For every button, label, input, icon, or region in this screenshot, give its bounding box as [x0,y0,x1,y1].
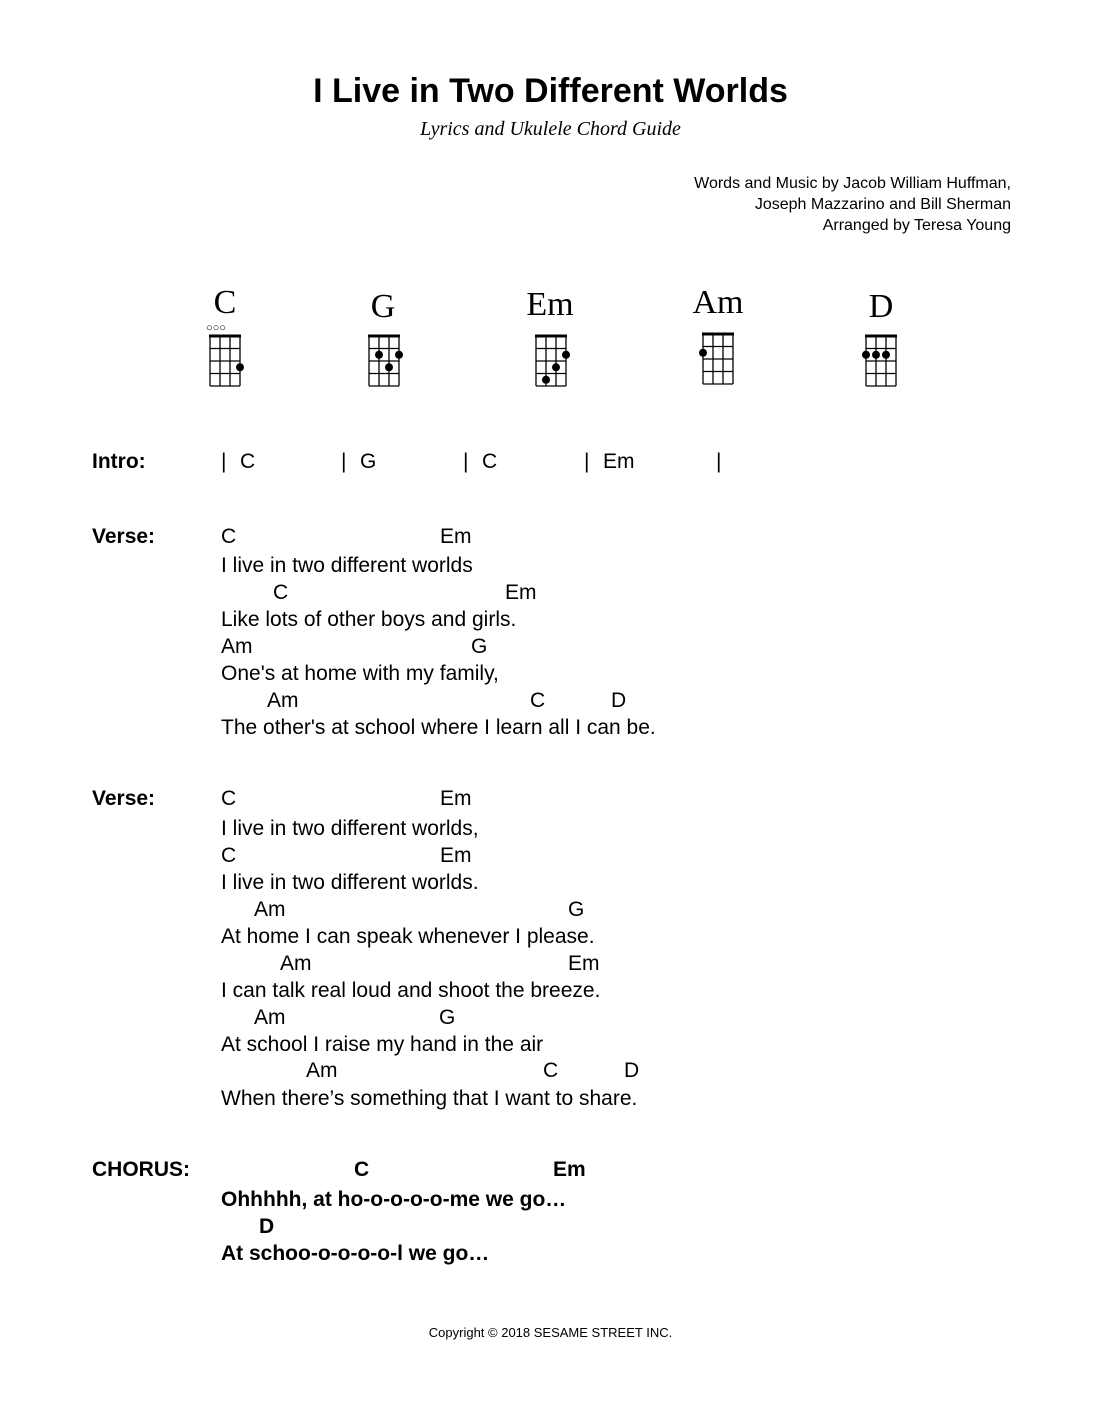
section-label-verse: Verse: [92,787,156,810]
bar-line: | [463,450,469,473]
chord-name-em: Em [526,286,574,323]
chord: D [259,1215,275,1238]
nut [535,335,567,338]
chord: Em [568,952,600,975]
credit-line-2: Joseph Mazzarino and Bill Sherman [754,196,1011,213]
finger-dot [562,351,570,359]
chord: Am [254,1006,286,1029]
chord-diagram-c [204,334,254,394]
intro-chord: Em [603,450,635,473]
finger-dot [236,363,244,371]
lyric-line: I can talk real loud and shoot the breeze. [221,979,601,1002]
lyric-line: I live in two different worlds [221,554,473,577]
chord: Em [553,1158,586,1181]
lyric-line: When there’s something that I want to share. [221,1087,638,1110]
nut [865,335,897,338]
nut [702,333,734,336]
chord-diagram-g [363,334,413,394]
chord: D [624,1059,640,1082]
chord: Am [280,952,312,975]
bar-line: | [341,450,347,473]
nut [209,335,241,338]
lyric-line: At schoo-o-o-o-o-l we go… [221,1242,490,1265]
chord: Em [440,787,472,810]
credit-line-3: Arranged by Teresa Young [822,217,1011,234]
chord: D [611,689,627,712]
open-strings-c: ○○○ [206,322,226,334]
intro-chord: C [482,450,498,473]
lyric-line: Like lots of other boys and girls. [221,608,517,631]
lyric-line: I live in two different worlds. [221,871,479,894]
lyric-line: One's at home with my family, [221,662,499,685]
chord-name-c: C [213,284,237,321]
lyric-line: I live in two different worlds, [221,817,479,840]
chord: Am [221,635,253,658]
chord: C [530,689,546,712]
chord-name-d: D [868,288,894,325]
chord: Em [440,525,472,548]
song-title: I Live in Two Different Worlds [313,72,788,110]
finger-dot [552,363,560,371]
section-label-intro: Intro: [92,450,146,473]
bar-line: | [221,450,227,473]
chord: C [221,844,237,867]
lyric-line: At home I can speak whenever I please. [221,925,595,948]
copyright-notice: Copyright © 2018 SESAME STREET INC. [428,1325,673,1340]
bar-line: | [584,450,590,473]
chord: Am [306,1059,338,1082]
finger-dot [872,351,880,359]
chord: C [354,1158,370,1181]
finger-dot [375,351,383,359]
lyric-line: Ohhhhh, at ho-o-o-o-o-me we go… [221,1188,567,1211]
finger-dot [882,351,890,359]
chord: Em [440,844,472,867]
chord: C [273,581,289,604]
nut [368,335,400,338]
finger-dot [395,351,403,359]
chord: C [221,787,237,810]
chord: Em [505,581,537,604]
section-label-chorus: CHORUS: [92,1158,190,1181]
song-subtitle: Lyrics and Ukulele Chord Guide [420,118,681,140]
section-label-verse: Verse: [92,525,156,548]
chord: G [471,635,488,658]
lyric-line: The other's at school where I learn all I can be. [221,716,656,739]
lyric-line: At school I raise my hand in the air [221,1033,544,1056]
chord-name-am: Am [692,284,744,321]
intro-chord: C [240,450,256,473]
chord-diagram-em [530,334,580,394]
chord: Am [267,689,299,712]
finger-dot [699,349,707,357]
chord-name-g: G [370,288,396,325]
bar-line: | [716,450,722,473]
finger-dot [542,376,550,384]
intro-chord: G [360,450,377,473]
chord: C [221,525,237,548]
chord-diagram-am [697,332,747,392]
chord: Am [254,898,286,921]
finger-dot [862,351,870,359]
chord: C [543,1059,559,1082]
chord-diagram-d [860,334,910,394]
finger-dot [385,363,393,371]
chord: G [439,1006,456,1029]
chord: G [568,898,585,921]
credit-line-1: Words and Music by Jacob William Huffman, [694,175,1011,192]
